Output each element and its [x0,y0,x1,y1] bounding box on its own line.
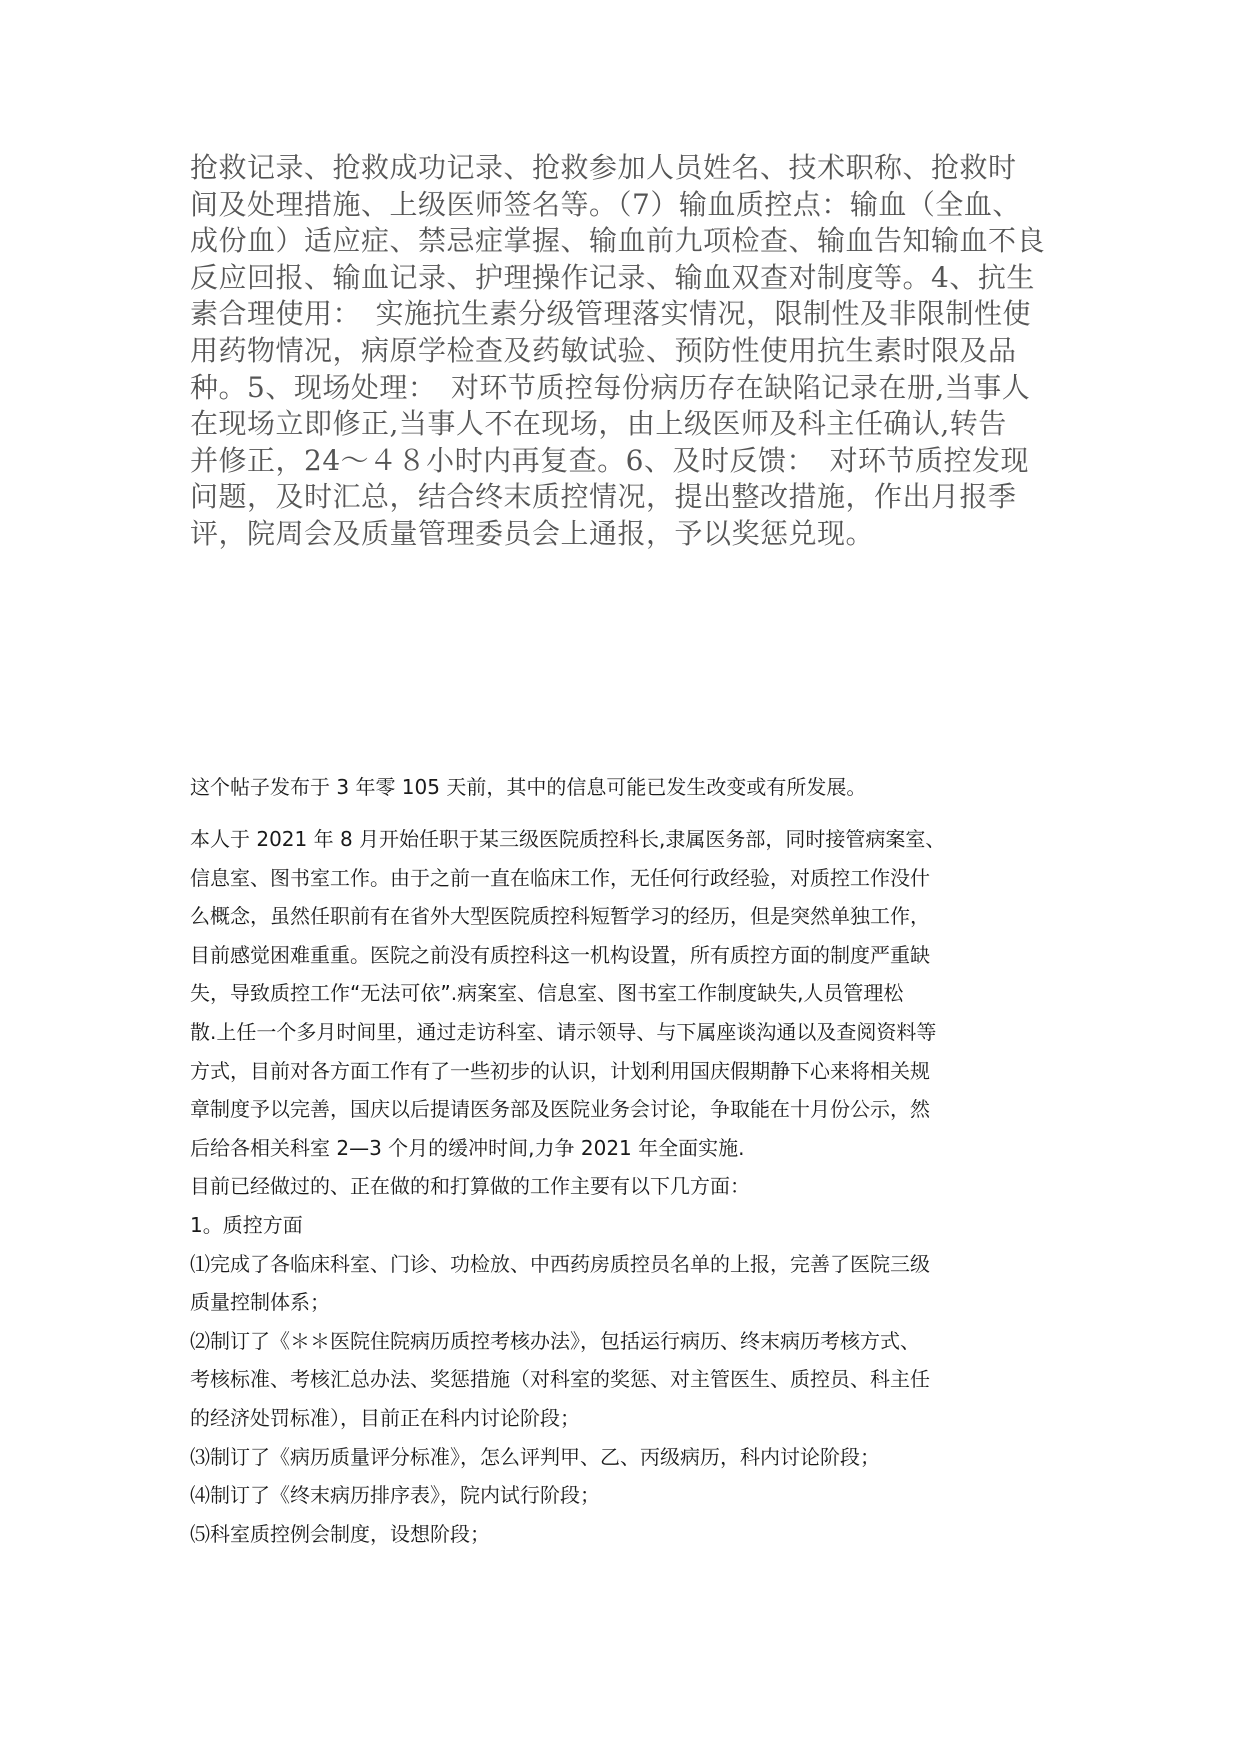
post-body [190,820,1070,1553]
paragraph-line: 并修正，24～４８小时内再复查。6、及时反馈： 对环节质控发现 [190,443,1029,477]
body-line: 方式，目前对各方面工作有了一些初步的认识，计划利用国庆假期静下心来将相关规 [190,1058,930,1083]
body-line: 目前已经做过的、正在做的和打算做的工作主要有以下几方面： [190,1174,750,1199]
body-line: 散.上任一个多月时间里，通过走访科室、请示领导、与下属座谈沟通以及查阅资料等 [190,1019,937,1044]
list-item: ⑵制订了《＊＊医院住院病历质控考核办法》，包括运行病历、终末病历考核方式、 [190,1328,920,1353]
body-line: 么概念，虽然任职前有在省外大型医院质控科短暂学习的经历，但是突然单独工作， [190,904,930,929]
section-heading: 1。质控方面 [190,1212,303,1237]
paragraph-line: 间及处理措施、上级医师签名等。（7）输血质控点：输血（全血、 [190,187,1021,221]
paragraph-line: 问题，及时汇总，结合终末质控情况，提出整改措施，作出月报季 [190,480,1017,514]
paragraph-line: 反应回报、输血记录、护理操作记录、输血双查对制度等。4、抗生 [190,260,1035,294]
list-item: 考核标准、考核汇总办法、奖惩措施（对科室的奖惩、对主管医生、质控员、科主任 [190,1367,930,1392]
list-item: ⑴完成了各临床科室、门诊、功检放、中西药房质控员名单的上报，完善了医院三级 [190,1251,930,1276]
post-age-notice: 这个帖子发布于 3 年零 105 天前，其中的信息可能已发生改变或有所发展。 [190,775,867,799]
paragraph-line: 用药物情况，病原学检查及药敏试验、预防性使用抗生素时限及品 [190,333,1017,367]
paragraph-line: 评，院周会及质量管理委员会上通报，予以奖惩兑现。 [190,516,875,550]
body-line: 目前感觉困难重重。医院之前没有质控科这一机构设置，所有质控方面的制度严重缺 [190,942,930,967]
body-line: 失，导致质控工作“无法可依”.病案室、信息室、图书室工作制度缺失,人员管理松 [190,981,904,1006]
list-item: ⑸科室质控例会制度，设想阶段； [190,1521,490,1546]
list-item: 质量控制体系； [190,1290,330,1315]
body-line: 信息室、图书室工作。由于之前一直在临床工作，无任何行政经验，对质控工作没什 [190,865,930,890]
list-item: 的经济处罚标准），目前正在科内讨论阶段； [190,1405,580,1430]
body-line: 本人于 2021 年 8 月开始任职于某三级医院质控科长,隶属医务部，同时接管病案室、 [190,827,946,851]
paragraph-line: 在现场立即修正,当事人不在现场，由上级医师及科主任确认,转告 [190,407,1007,441]
paragraph-line: 种。5、现场处理： 对环节质控每份病历存在缺陷记录在册,当事人 [190,370,1031,404]
paragraph-line: 素合理使用： 实施抗生素分级管理落实情况，限制性及非限制性使 [190,297,1032,331]
paragraph-line: 成份血）适应症、禁忌症掌握、输血前九项检查、输血告知输血不良 [190,224,1046,258]
top-paragraph [190,150,1070,553]
paragraph-line: 抢救记录、抢救成功记录、抢救参加人员姓名、技术职称、抢救时 [190,151,1017,184]
list-item: ⑷制订了《终末病历排序表》，院内试行阶段； [190,1483,600,1508]
list-item: ⑶制订了《病历质量评分标准》，怎么评判甲、乙、丙级病历，科内讨论阶段； [190,1444,880,1469]
body-line: 章制度予以完善，国庆以后提请医务部及医院业务会讨论，争取能在十月份公示，然 [190,1097,930,1122]
body-line: 后给各相关科室 2—3 个月的缓冲时间,力争 2021 年全面实施. [190,1135,745,1160]
